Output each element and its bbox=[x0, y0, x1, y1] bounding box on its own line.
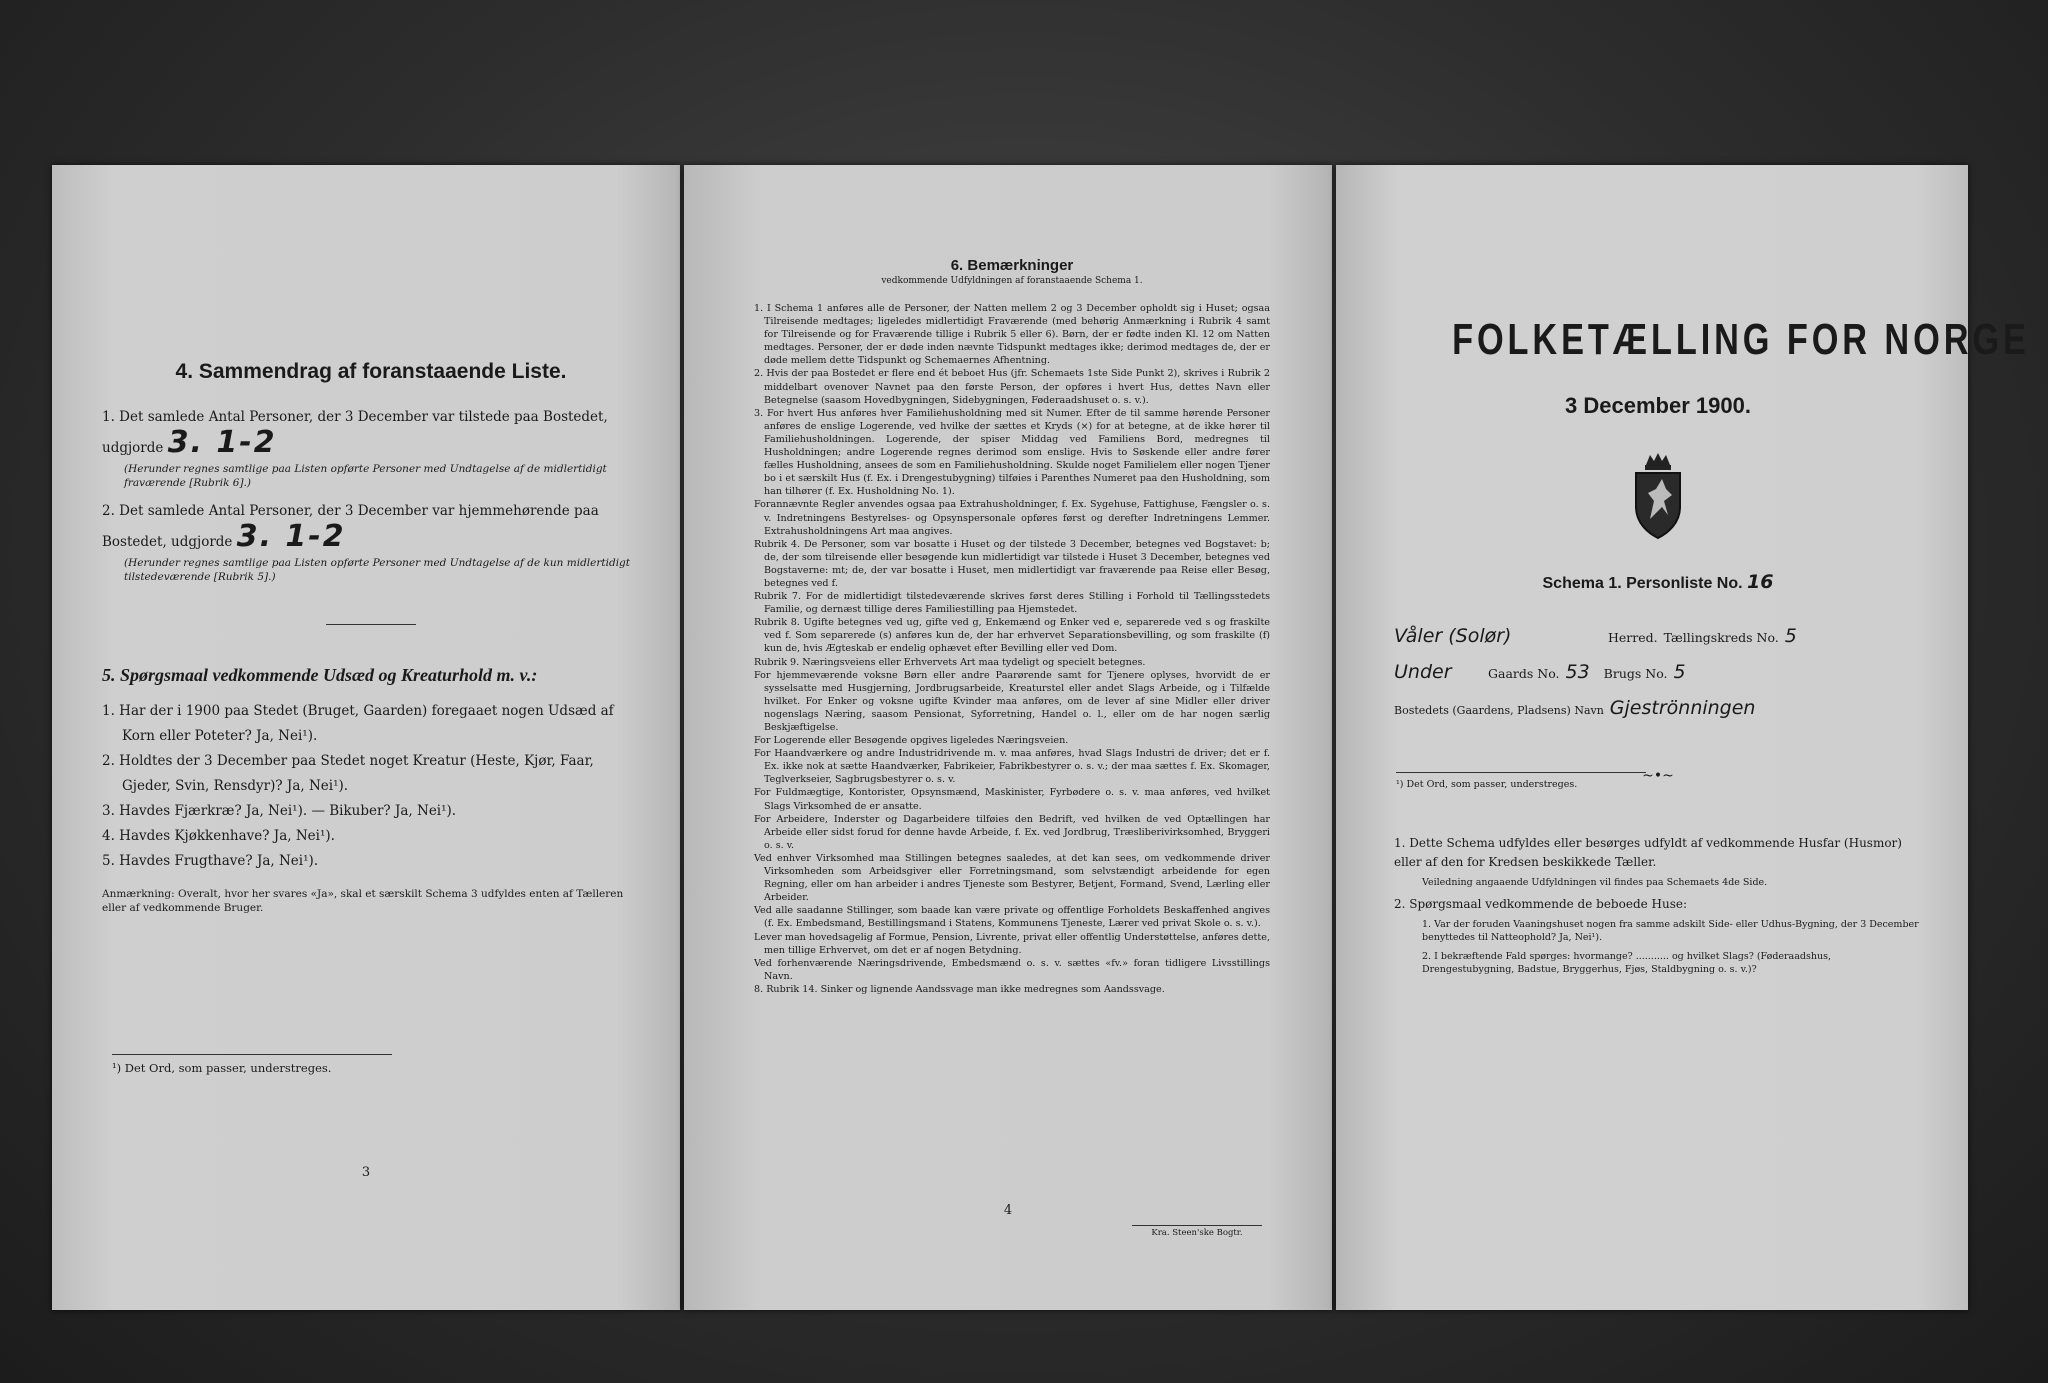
item1: 1. Dette Schema udfyldes eller besørges udfyldt af vedkommende Husfar (Husmor) eller af den for Kredsen beskikkede Tæller. bbox=[1394, 836, 1902, 869]
gaards-value: 53 bbox=[1565, 661, 1590, 683]
right-page bbox=[1336, 165, 2030, 1310]
q2-answer: 3. 1-2 bbox=[236, 519, 346, 554]
remarks-paragraph: Ved alle saadanne Stillinger, som baade kan være private og offentlige Forholdets Beskaffenhed angives (f. Ex. Embedsmand, Bestillingsmand i Statens, Kommunens Tjeneste, Lærer ved privat Skole o. s. v.). bbox=[754, 905, 1270, 930]
item1-sub: Veiledning angaaende Udfyldningen vil findes paa Schemaets 4de Side. bbox=[1422, 877, 1768, 888]
remarks-paragraph: Rubrik 7. For de midlertidigt tilstedeværende skrives først deres Stilling i Forhold til Tællingsstedets Familie, og dernæst tillige deres Familiestilling paa Hjemstedet. bbox=[754, 591, 1270, 616]
divider bbox=[326, 624, 416, 625]
s5-q5: 5. Havdes Frugthave? Ja, Nei¹). bbox=[102, 853, 319, 869]
s5-q1b: Korn eller Poteter? Ja, Nei¹). bbox=[122, 728, 318, 744]
remarks-paragraph: For Fuldmægtige, Kontorister, Opsynsmænd, Maskinister, Fyrbødere o. s. v. maa anføres, ved hvilket Slags Virksomhed de er ansatte. bbox=[754, 787, 1270, 812]
personliste-number: 16 bbox=[1747, 571, 1774, 593]
item2-2: 2. I bekræftende Fald spørges: hvormange? ........... og hvilket Slags? (Føderaadshus, Drengestubygning, Badstue, Bryggerhus, Fjøs, Staldbygning o. s. v.)? bbox=[1422, 951, 1831, 975]
section5-title: 5. Spørgsmaal vedkommende Udsæd og Kreaturhold m. v.: bbox=[102, 665, 538, 685]
s5-q1: 1. Har der i 1900 paa Stedet (Bruget, Gaarden) foregaaet nogen Udsæd af bbox=[102, 703, 614, 719]
s5-q4: 4. Havdes Kjøkkenhave? Ja, Nei¹). bbox=[102, 828, 335, 844]
s5-q2: 2. Holdtes der 3 December paa Stedet noget Kreatur (Heste, Kjør, Faar, bbox=[102, 753, 594, 769]
printer-mark: Kra. Steen'ske Bogtr. bbox=[1132, 1225, 1262, 1238]
brugs-value: 5 bbox=[1673, 661, 1686, 683]
remarks-paragraph: Rubrik 9. Næringsveiens eller Erhvervets Art maa tydeligt og specielt betegnes. bbox=[754, 656, 1146, 668]
remarks-paragraph: 8. Rubrik 14. Sinker og lignende Aandssvage man ikke medregnes som Aandssvage. bbox=[754, 983, 1165, 995]
middle-page bbox=[684, 165, 1332, 1310]
gaards-line bbox=[1394, 655, 1922, 691]
remarks-paragraph: Rubrik 4. De Personer, som var bosatte i Huset og der tilstede 3 December, betegnes ved Bogstavet: b; de, der som tilreisende eller besøgende kun midlertidigt var tilstede i Huset 3 December, betegnes ved Bogstaverne: mt; de, der var bosatte i Huset, men midlertidigt var fraværende paa Reise eller Besøg, betegnes ved f. bbox=[754, 538, 1270, 589]
remarks-paragraph: Rubrik 8. Ugifte betegnes ved ug, gifte ved g, Enkemænd og Enker ved e, separerede ved s og fraskilte ved f. Som separerede (s) anføres kun de, der har erhvervet Separationsbevilling, og som fraskilte (f) kun de, hvis Ægteskab er endelig ophævet efter Bevilling eller ved Dom. bbox=[754, 617, 1270, 655]
right-footnote: ¹) Det Ord, som passer, understreges. bbox=[1396, 772, 1646, 790]
brugs-label: Brugs No. bbox=[1603, 666, 1668, 681]
census-title: FOLKETÆLLING FOR NORGE bbox=[1452, 315, 2030, 364]
remarks-paragraph: Lever man hovedsagelig af Formue, Pension, Livrente, privat eller offentlig Understøttelse, anføres dette, men tillige Erhvervet, om det er af nogen Betydning. bbox=[754, 931, 1270, 956]
remarks-paragraph: For Logerende eller Besøgende opgives ligeledes Næringsveien. bbox=[754, 735, 1069, 747]
census-date: 3 December 1900. bbox=[1565, 393, 1751, 418]
herred-line bbox=[1394, 619, 1922, 655]
s5-q2b: Gjeder, Svin, Rensdyr)? Ja, Nei¹). bbox=[122, 778, 349, 794]
bosted-label: Bostedets (Gaardens, Pladsens) Navn bbox=[1394, 704, 1604, 717]
item2: 2. Spørgsmaal vedkommende de beboede Huse: bbox=[1394, 897, 1688, 911]
q2-text: 2. Det samlede Antal Personer, der 3 December var hjemmehørende paa bbox=[102, 503, 599, 519]
bosted-value: Gjeströnningen bbox=[1609, 697, 1756, 719]
section4-title: 4. Sammendrag af foranstaaende Liste. bbox=[175, 360, 567, 383]
q1-note: (Herunder regnes samtlige paa Listen opførte Personer med Undtagelse af de midlertidigt fraværende [Rubrik 6].) bbox=[124, 463, 607, 489]
remarks-paragraph: 1. I Schema 1 anføres alle de Personer, der Natten mellem 2 og 3 December opholdt sig i Huset; ogsaa Tilreisende medtages; ligeledes midlertidigt Fraværende (med behørig Anmærkning i Rubrik 4 samt for Tilreisende og for Fraværende tillige i Rubrik 5 eller 6). Børn, der er fødte inden Kl. 12 om Natten medtages. Personer, der er døde inden nævnte Tidspunkt medtages ikke; derimod medtages de, der er døde mellem dette Tidspunkt og Schemaernes Afhentning. bbox=[754, 303, 1270, 367]
schema-line bbox=[1394, 571, 1922, 593]
s5-q3: 3. Havdes Fjærkræ? Ja, Nei¹). — Bikuber? Ja, Nei¹). bbox=[102, 803, 457, 819]
coat-of-arms-icon bbox=[1628, 449, 1688, 541]
remarks-title: 6. Bemærkninger bbox=[950, 257, 1074, 274]
remarks-paragraph: For hjemmeværende voksne Børn eller andre Paarørende samt for Tjenere oplyses, hvorvidt de er sysselsatte med Husgjerning, Jordbrugsarbeide, Kreaturstel eller andet Slags Arbeide, og i Tilfælde hvilket. For Enker og voksne ugifte Kvinder maa anføres, om de lever af sine Midler eller driver nogenslags Næring, saasom Pensionat, Syforretning, Handel o. l., eller om de har nogen særlig Beskjæftigelse. bbox=[754, 669, 1270, 733]
q1-answer-row bbox=[102, 425, 640, 460]
schema-label: Schema 1. Personliste No. bbox=[1542, 575, 1743, 592]
ornament: ~•~ bbox=[1642, 768, 1674, 784]
q2-bostedet: Bostedet, udgjorde bbox=[102, 534, 233, 550]
herred-label: Herred. bbox=[1608, 630, 1658, 645]
remarks-paragraph: Forannævnte Regler anvendes ogsaa paa Extrahusholdninger, f. Ex. Sygehuse, Fattighuse, Fængsler o. s. v. Indretningens Bestyrelses- og Opsynspersonale opføres først og derefter Indretningens Lemmer. Extrahusholdningens Art maa angives. bbox=[754, 499, 1270, 537]
under-value: Under bbox=[1394, 661, 1452, 683]
remarks-paragraph: 3. For hvert Hus anføres hver Familiehusholdning med sit Numer. Efter de til samme hørende Personer anføres de enslige Logerende, ved hvilke der sættes et Kryds (×) for at betegne, at de ikke hører til Familiehusholdningen. Logerende, der spiser Middag ved Familiens Bord, medregnes til Husholdningen; andre Logerende regnes derimod som enslige. Hvis to Søskende eller andre fører fælles Husholdning, ansees de som en Familiehusholdning. Skulde noget Familielem eller nogen Tjener bo i et særskilt Hus (f. Ex. i Drengestubygning) tilføies i Parenthes Numeret paa den Husholdning, som han tilhører (f. Ex. Husholdning No. 1). bbox=[754, 407, 1270, 498]
item2-1: 1. Var der foruden Vaaningshuset nogen fra samme adskilt Side- eller Udhus-Bygning, der 3 December benyttedes til Natteophold? Ja, Nei¹). bbox=[1422, 919, 1919, 943]
remarks-paragraph: Ved forhenværende Næringsdrivende, Embedsmænd o. s. v. sættes «fv.» foran tidligere Livsstillings Navn. bbox=[754, 957, 1270, 982]
remarks-paragraph: 2. Hvis der paa Bostedet er flere end ét beboet Hus (jfr. Schemaets 1ste Side Punkt 2), skrives i Rubrik 2 middelbart ovenover Navnet paa den første Person, der opføres i hvert Hus, dettes Navn eller Betegnelse (saasom Hovedbygningen, Sidebygningen, Føderaadshuset o. s. v.). bbox=[754, 368, 1270, 406]
left-page-number: 3 bbox=[361, 1165, 371, 1180]
remarks-body bbox=[754, 302, 1270, 996]
krets-value: 5 bbox=[1784, 625, 1797, 647]
krets-label: Tællingskreds No. bbox=[1663, 630, 1779, 645]
remarks-paragraph: Ved enhver Virksomhed maa Stillingen betegnes saaledes, at det kan sees, om vedkommende driver Virksomheden som Arbeidsgiver eller Forretningsmand, som selvstændigt arbeidende for egen Regning, eller om han arbeider i andres Tjeneste som Bestyrer, Betjent, Formand, Svend, Lærling eller Arbeider. bbox=[754, 852, 1270, 904]
q2-answer-row bbox=[102, 519, 640, 554]
remarks-subtitle: vedkommende Udfyldningen af foranstaaende Schema 1. bbox=[881, 276, 1143, 286]
q1-answer: 3. 1-2 bbox=[167, 425, 277, 460]
left-footnote: ¹) Det Ord, som passer, understreges. bbox=[112, 1054, 392, 1075]
remarks-paragraph: For Arbeidere, Inderster og Dagarbeidere tilføies den Bedrift, ved hvilken de ved Optællingen har Arbeide eller sidst forud for denne havde Arbeide, f. Ex. ved Jordbrug, Træsliberivirksomhed, Bryggeri o. s. v. bbox=[754, 813, 1270, 851]
gaards-label: Gaards No. bbox=[1488, 666, 1560, 681]
q1-text: 1. Det samlede Antal Personer, der 3 December var tilstede paa Bostedet, bbox=[102, 409, 608, 425]
left-page bbox=[52, 165, 680, 1310]
middle-page-number: 4 bbox=[1003, 1203, 1013, 1218]
herred-value: Våler (Solør) bbox=[1394, 625, 1512, 647]
remarks-paragraph: For Haandværkere og andre Industridrivende m. v. maa anføres, hvad Slags Industri de driver; det er f. Ex. ikke nok at sætte Haandværker, Fabrikeier, Fabrikbestyrer o. s. v.; der maa sættes f. Ex. Skomager, Teglverkseier, Sagbrugsbestyrer o. s. v. bbox=[754, 748, 1270, 786]
q2-note: (Herunder regnes samtlige paa Listen opførte Personer med Undtagelse af de kun midlertidigt tilstedeværende [Rubrik 5].) bbox=[124, 557, 630, 583]
anmerkning: Anmærkning: Overalt, hvor her svares «Ja», skal et særskilt Schema 3 udfyldes enten af Tælleren eller af vedkommende Bruger. bbox=[102, 888, 624, 914]
bosted-line bbox=[1394, 691, 1922, 728]
q1-udgjorde: udgjorde bbox=[102, 440, 164, 456]
